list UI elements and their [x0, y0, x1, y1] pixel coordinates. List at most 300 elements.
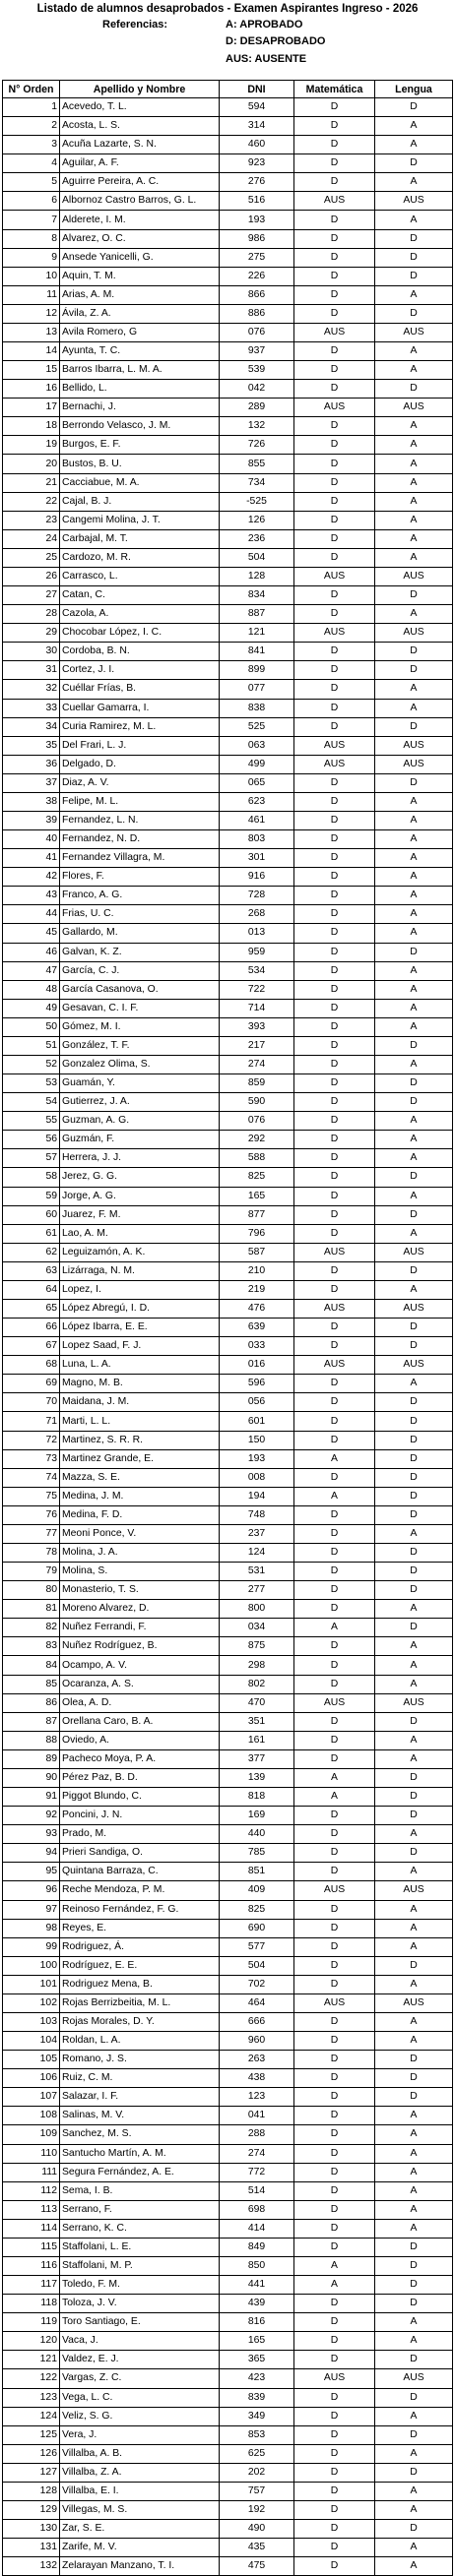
order-cell: 38: [3, 792, 60, 811]
table-row: [3, 1675, 453, 1693]
name-cell: Villegas, M. S.: [60, 2501, 220, 2520]
order-cell: 118: [3, 2295, 60, 2313]
language-cell: D: [375, 1168, 453, 1187]
table-row: [3, 399, 453, 417]
math-cell: D: [294, 1017, 375, 1036]
math-cell: D: [294, 492, 375, 511]
language-cell: A: [375, 2539, 453, 2557]
order-cell: 58: [3, 1168, 60, 1187]
dni-cell: 839: [220, 2388, 294, 2407]
table-row: [3, 455, 453, 473]
order-cell: 122: [3, 2369, 60, 2388]
table-row: [3, 773, 453, 792]
dni-cell: 849: [220, 2238, 294, 2256]
language-cell: AUS: [375, 2369, 453, 2388]
dni-cell: 639: [220, 1319, 294, 1337]
math-cell: D: [294, 2313, 375, 2332]
name-cell: Avila Romero, G: [60, 323, 220, 341]
table-row: [3, 2351, 453, 2369]
dni-cell: 161: [220, 1731, 294, 1749]
math-cell: D: [294, 2425, 375, 2444]
language-cell: D: [375, 1956, 453, 1975]
order-cell: 15: [3, 361, 60, 380]
order-cell: 88: [3, 1731, 60, 1749]
math-cell: D: [294, 868, 375, 887]
math-cell: D: [294, 1168, 375, 1187]
math-cell: D: [294, 285, 375, 304]
name-cell: Roldan, L. A.: [60, 2032, 220, 2051]
dni-cell: 886: [220, 304, 294, 323]
table-row: [3, 2369, 453, 2388]
order-cell: 51: [3, 1036, 60, 1055]
language-cell: D: [375, 98, 453, 117]
name-cell: Toloza, J. V.: [60, 2295, 220, 2313]
order-cell: 45: [3, 924, 60, 943]
dni-cell: 825: [220, 1900, 294, 1919]
dni-cell: 698: [220, 2200, 294, 2219]
dni-cell: 461: [220, 811, 294, 829]
table-row: [3, 1468, 453, 1487]
table-row: [3, 2219, 453, 2238]
language-cell: D: [375, 1205, 453, 1224]
table-row: [3, 2388, 453, 2407]
math-cell: D: [294, 98, 375, 117]
name-cell: Cuéllar Frías, B.: [60, 680, 220, 699]
language-cell: AUS: [375, 1356, 453, 1375]
order-cell: 79: [3, 1563, 60, 1581]
order-cell: 120: [3, 2332, 60, 2351]
math-cell: D: [294, 2107, 375, 2125]
name-cell: Zarife, M. V.: [60, 2539, 220, 2557]
dni-cell: 275: [220, 248, 294, 267]
table-row: [3, 1975, 453, 1993]
language-cell: D: [375, 773, 453, 792]
language-cell: A: [375, 980, 453, 999]
dni-cell: 490: [220, 2520, 294, 2539]
math-cell: D: [294, 136, 375, 154]
reference-ausente: AUS: AUSENTE: [226, 53, 307, 65]
dni-cell: 470: [220, 1693, 294, 1712]
table-row: [3, 980, 453, 999]
order-cell: 41: [3, 849, 60, 868]
language-cell: AUS: [375, 736, 453, 755]
order-cell: 89: [3, 1749, 60, 1768]
language-cell: AUS: [375, 1993, 453, 2012]
table-row: [3, 2295, 453, 2313]
dni-cell: 877: [220, 1205, 294, 1224]
language-cell: A: [375, 1900, 453, 1919]
table-row: [3, 2238, 453, 2256]
language-cell: D: [375, 2295, 453, 2313]
math-cell: D: [294, 586, 375, 605]
name-cell: Acosta, L. S.: [60, 117, 220, 136]
language-cell: D: [375, 1431, 453, 1449]
order-cell: 68: [3, 1356, 60, 1375]
dni-cell: 016: [220, 1356, 294, 1375]
dni-cell: 202: [220, 2463, 294, 2482]
name-cell: Juarez, F. M.: [60, 1205, 220, 1224]
order-cell: 4: [3, 154, 60, 173]
dni-cell: -525: [220, 492, 294, 511]
order-cell: 43: [3, 887, 60, 905]
math-cell: D: [294, 529, 375, 548]
table-row: [3, 586, 453, 605]
references-label: Referencias:: [102, 19, 168, 31]
order-cell: 111: [3, 2163, 60, 2181]
math-cell: AUS: [294, 2369, 375, 2388]
table-row: [3, 304, 453, 323]
table-row: [3, 1825, 453, 1844]
dni-cell: 123: [220, 2088, 294, 2107]
table-row: [3, 1017, 453, 1036]
table-row: [3, 1881, 453, 1900]
order-cell: 28: [3, 605, 60, 624]
language-cell: D: [375, 1544, 453, 1563]
language-cell: A: [375, 2407, 453, 2425]
table-row: [3, 1280, 453, 1299]
dni-cell: 855: [220, 455, 294, 473]
dni-cell: 289: [220, 399, 294, 417]
dni-cell: 499: [220, 755, 294, 773]
math-cell: D: [294, 436, 375, 455]
order-cell: 9: [3, 248, 60, 267]
dni-cell: 596: [220, 1375, 294, 1393]
language-cell: A: [375, 924, 453, 943]
language-cell: A: [375, 511, 453, 529]
table-row: [3, 1168, 453, 1187]
name-cell: Rojas Berrizbeitia, M. L.: [60, 1993, 220, 2012]
name-cell: Fernandez, N. D.: [60, 830, 220, 849]
math-cell: D: [294, 1637, 375, 1656]
dni-cell: 169: [220, 1807, 294, 1825]
dni-cell: 440: [220, 1825, 294, 1844]
name-cell: Leguizamón, A. K.: [60, 1243, 220, 1261]
table-row: [3, 1487, 453, 1505]
language-cell: A: [375, 1731, 453, 1749]
language-cell: D: [375, 1261, 453, 1280]
language-cell: A: [375, 1055, 453, 1073]
language-cell: A: [375, 887, 453, 905]
language-cell: AUS: [375, 323, 453, 341]
math-cell: D: [294, 792, 375, 811]
table-row: [3, 1412, 453, 1431]
dni-cell: 577: [220, 1937, 294, 1956]
table-row: [3, 1036, 453, 1055]
table-row: [3, 661, 453, 680]
name-cell: Martinez, S. R. R.: [60, 1431, 220, 1449]
name-cell: Lizárraga, N. M.: [60, 1261, 220, 1280]
math-cell: AUS: [294, 567, 375, 585]
name-cell: Romano, J. S.: [60, 2051, 220, 2069]
name-cell: Jorge, A. G.: [60, 1187, 220, 1205]
table-row: [3, 1581, 453, 1600]
table-row: [3, 2107, 453, 2125]
order-cell: 29: [3, 624, 60, 643]
table-row: [3, 1112, 453, 1131]
math-cell: D: [294, 887, 375, 905]
math-cell: D: [294, 1544, 375, 1563]
language-cell: A: [375, 529, 453, 548]
order-cell: 14: [3, 342, 60, 361]
math-cell: D: [294, 1112, 375, 1131]
order-cell: 52: [3, 1055, 60, 1073]
language-cell: A: [375, 1675, 453, 1693]
name-cell: Alvarez, O. C.: [60, 229, 220, 248]
dni-cell: 825: [220, 1168, 294, 1187]
table-row: [3, 173, 453, 192]
language-cell: D: [375, 1468, 453, 1487]
language-cell: AUS: [375, 755, 453, 773]
language-cell: D: [375, 1712, 453, 1731]
order-cell: 48: [3, 980, 60, 999]
language-cell: D: [375, 2256, 453, 2275]
math-cell: D: [294, 2444, 375, 2463]
order-cell: 60: [3, 1205, 60, 1224]
order-cell: 19: [3, 436, 60, 455]
name-cell: Jerez, G. G.: [60, 1168, 220, 1187]
order-cell: 115: [3, 2238, 60, 2256]
math-cell: D: [294, 1731, 375, 1749]
name-cell: Cordoba, B. N.: [60, 643, 220, 661]
name-cell: Lopez Saad, F. J.: [60, 1337, 220, 1356]
language-cell: A: [375, 548, 453, 567]
language-cell: A: [375, 1656, 453, 1675]
dni-cell: 139: [220, 1768, 294, 1787]
table-row: [3, 380, 453, 399]
math-cell: D: [294, 1036, 375, 1055]
name-cell: Ruiz, C. M.: [60, 2069, 220, 2088]
table-row: [3, 1074, 453, 1093]
language-cell: A: [375, 2181, 453, 2200]
order-cell: 83: [3, 1637, 60, 1656]
name-cell: Marti, L. L.: [60, 1412, 220, 1431]
language-cell: A: [375, 1375, 453, 1393]
name-cell: Villalba, Z. A.: [60, 2463, 220, 2482]
order-cell: 64: [3, 1280, 60, 1299]
table-row: [3, 1431, 453, 1449]
math-cell: A: [294, 2256, 375, 2275]
order-cell: 10: [3, 267, 60, 285]
order-cell: 62: [3, 1243, 60, 1261]
dni-cell: 923: [220, 154, 294, 173]
name-cell: Mazza, S. E.: [60, 1468, 220, 1487]
name-cell: Albornoz Castro Barros, G. L.: [60, 192, 220, 211]
table-row: [3, 2276, 453, 2295]
name-cell: Curia Ramirez, M. L.: [60, 717, 220, 736]
math-cell: D: [294, 380, 375, 399]
table-row: [3, 2539, 453, 2557]
name-cell: Gómez, M. I.: [60, 1017, 220, 1036]
dni-cell: 128: [220, 567, 294, 585]
dni-cell: 237: [220, 1524, 294, 1543]
math-cell: D: [294, 1412, 375, 1431]
table-row: [3, 1863, 453, 1881]
dni-cell: 531: [220, 1563, 294, 1581]
order-cell: 21: [3, 473, 60, 492]
order-cell: 75: [3, 1487, 60, 1505]
order-cell: 46: [3, 943, 60, 961]
language-cell: A: [375, 680, 453, 699]
language-cell: A: [375, 136, 453, 154]
dni-cell: 013: [220, 924, 294, 943]
table-row: [3, 361, 453, 380]
math-cell: AUS: [294, 624, 375, 643]
math-cell: D: [294, 1975, 375, 1993]
name-cell: Reche Mendoza, P. M.: [60, 1881, 220, 1900]
language-cell: A: [375, 2557, 453, 2576]
math-cell: D: [294, 1261, 375, 1280]
table-row: [3, 1375, 453, 1393]
name-cell: Guamán, Y.: [60, 1074, 220, 1093]
name-cell: Meoni Ponce, V.: [60, 1524, 220, 1543]
dni-cell: 423: [220, 2369, 294, 2388]
language-cell: A: [375, 830, 453, 849]
language-cell: D: [375, 154, 453, 173]
dni-cell: 702: [220, 1975, 294, 1993]
order-cell: 47: [3, 961, 60, 980]
language-cell: D: [375, 1393, 453, 1412]
order-cell: 82: [3, 1619, 60, 1637]
language-cell: A: [375, 2200, 453, 2219]
dni-cell: 875: [220, 1637, 294, 1656]
dni-cell: 504: [220, 548, 294, 567]
dni-cell: 800: [220, 1600, 294, 1619]
dni-cell: 063: [220, 736, 294, 755]
math-cell: D: [294, 248, 375, 267]
table-row: [3, 1544, 453, 1563]
dni-cell: 475: [220, 2557, 294, 2576]
order-cell: 18: [3, 417, 60, 436]
math-cell: D: [294, 1224, 375, 1243]
order-cell: 55: [3, 1112, 60, 1131]
dni-cell: 525: [220, 717, 294, 736]
language-cell: A: [375, 1017, 453, 1036]
table-row: [3, 1243, 453, 1261]
dni-cell: 210: [220, 1261, 294, 1280]
name-cell: Vera, J.: [60, 2425, 220, 2444]
math-cell: AUS: [294, 323, 375, 341]
order-cell: 5: [3, 173, 60, 192]
math-cell: AUS: [294, 1881, 375, 1900]
math-cell: D: [294, 2163, 375, 2181]
table-row: [3, 717, 453, 736]
order-cell: 127: [3, 2463, 60, 2482]
table-row: [3, 1224, 453, 1243]
table-row: [3, 98, 453, 117]
dni-cell: 298: [220, 1656, 294, 1675]
language-cell: A: [375, 999, 453, 1017]
table-row: [3, 1656, 453, 1675]
dni-cell: 476: [220, 1300, 294, 1319]
table-row: [3, 1131, 453, 1149]
table-row: [3, 511, 453, 529]
math-cell: D: [294, 1524, 375, 1543]
name-cell: Medina, F. D.: [60, 1505, 220, 1524]
table-row: [3, 736, 453, 755]
dni-cell: 726: [220, 436, 294, 455]
language-cell: D: [375, 1412, 453, 1431]
math-cell: AUS: [294, 755, 375, 773]
order-cell: 121: [3, 2351, 60, 2369]
dni-cell: 165: [220, 1187, 294, 1205]
name-cell: Gonzalez Olima, S.: [60, 1055, 220, 1073]
name-cell: Santucho Martín, A. M.: [60, 2144, 220, 2163]
math-cell: A: [294, 1487, 375, 1505]
table-row: [3, 1205, 453, 1224]
language-cell: A: [375, 905, 453, 924]
table-row: [3, 605, 453, 624]
order-cell: 109: [3, 2125, 60, 2144]
dni-cell: 803: [220, 830, 294, 849]
name-cell: Delgado, D.: [60, 755, 220, 773]
order-cell: 36: [3, 755, 60, 773]
dni-cell: 460: [220, 136, 294, 154]
name-cell: Prieri Sandiga, O.: [60, 1844, 220, 1863]
math-cell: D: [294, 1093, 375, 1112]
header-math: Matemática: [294, 81, 375, 98]
order-cell: 33: [3, 699, 60, 717]
language-cell: A: [375, 361, 453, 380]
name-cell: Acevedo, T. L.: [60, 98, 220, 117]
math-cell: D: [294, 1956, 375, 1975]
dni-cell: 041: [220, 2107, 294, 2125]
language-cell: D: [375, 2238, 453, 2256]
language-cell: A: [375, 1187, 453, 1205]
name-cell: Pacheco Moya, P. A.: [60, 1749, 220, 1768]
name-cell: Fernandez Villagra, M.: [60, 849, 220, 868]
table-row: [3, 2163, 453, 2181]
table-row: [3, 2463, 453, 2482]
language-cell: D: [375, 943, 453, 961]
dni-cell: 150: [220, 1431, 294, 1449]
table-row: [3, 567, 453, 585]
table-row: [3, 2557, 453, 2576]
dni-cell: 126: [220, 511, 294, 529]
order-cell: 35: [3, 736, 60, 755]
language-cell: A: [375, 1131, 453, 1149]
math-cell: A: [294, 1449, 375, 1468]
table-row: [3, 1337, 453, 1356]
math-cell: D: [294, 2144, 375, 2163]
math-cell: D: [294, 2351, 375, 2369]
name-cell: Martinez Grande, E.: [60, 1449, 220, 1468]
dni-cell: 393: [220, 1017, 294, 1036]
table-row: [3, 1693, 453, 1712]
order-cell: 102: [3, 1993, 60, 2012]
language-cell: D: [375, 2463, 453, 2482]
name-cell: Cazola, A.: [60, 605, 220, 624]
order-cell: 107: [3, 2088, 60, 2107]
math-cell: D: [294, 1563, 375, 1581]
math-cell: D: [294, 980, 375, 999]
language-cell: A: [375, 342, 453, 361]
language-cell: D: [375, 1036, 453, 1055]
dni-cell: 034: [220, 1619, 294, 1637]
name-cell: Chocobar López, I. C.: [60, 624, 220, 643]
order-cell: 77: [3, 1524, 60, 1543]
math-cell: D: [294, 211, 375, 229]
table-row: [3, 473, 453, 492]
dni-cell: 504: [220, 1956, 294, 1975]
table-row: [3, 2501, 453, 2520]
dni-cell: 666: [220, 2012, 294, 2031]
name-cell: Gallardo, M.: [60, 924, 220, 943]
order-cell: 1: [3, 98, 60, 117]
dni-cell: 714: [220, 999, 294, 1017]
table-row: [3, 529, 453, 548]
math-cell: D: [294, 304, 375, 323]
name-cell: Felipe, M. L.: [60, 792, 220, 811]
